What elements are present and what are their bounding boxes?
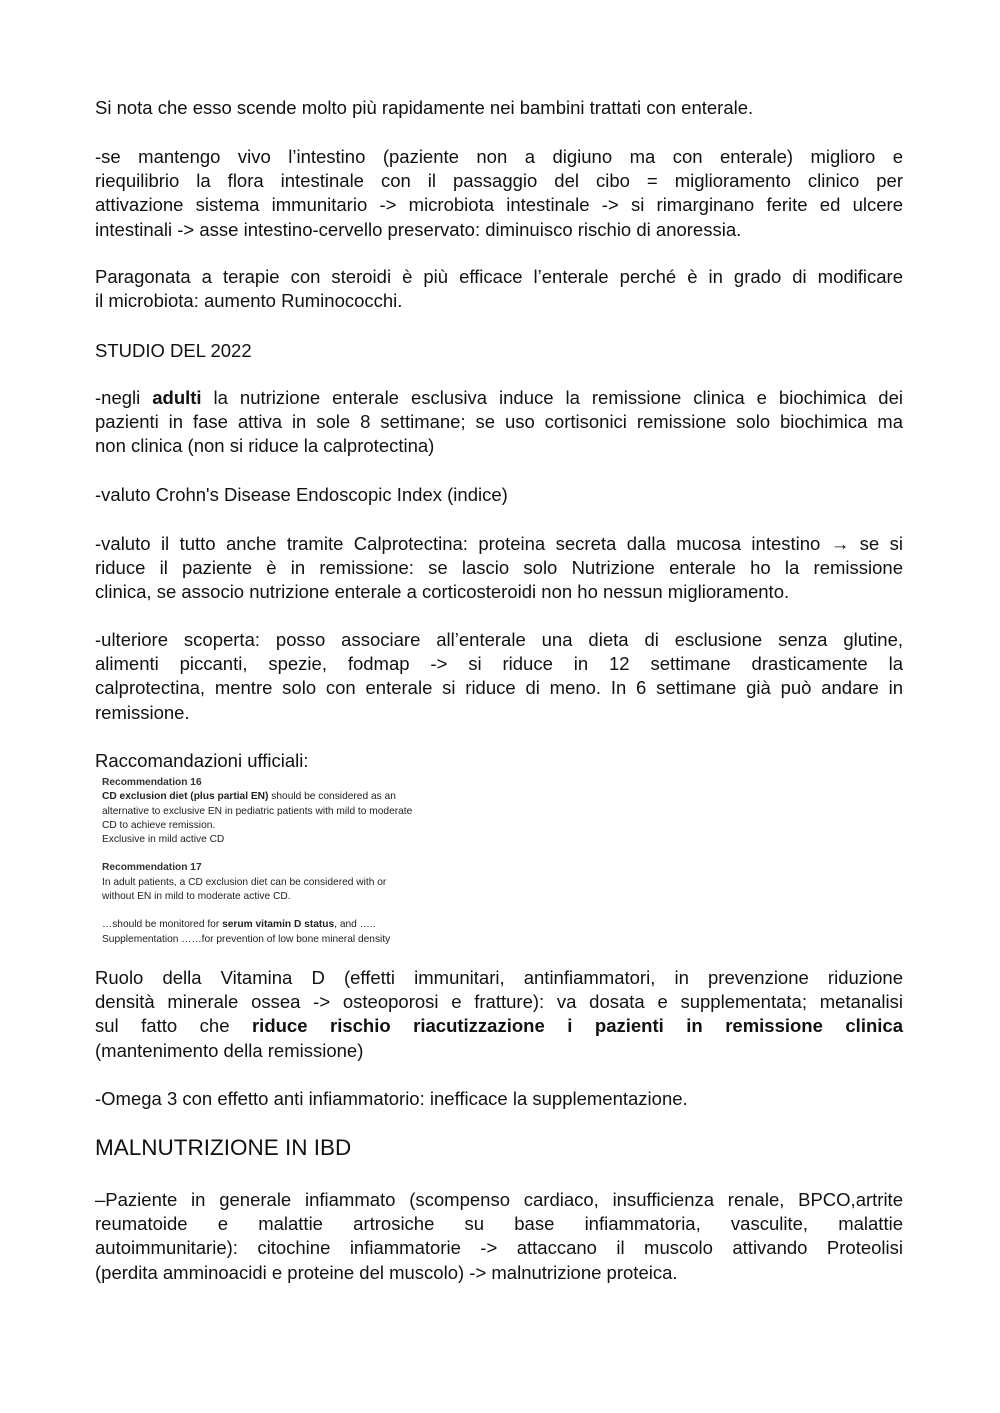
- recommendation-line: In adult patients, a CD exclusion diet can be considered with or: [102, 876, 387, 888]
- recommendation-vitamin-d: [102, 918, 462, 947]
- text-line: riduce il paziente è in remissione: se lascio solo Nutrizione enterale ho la remissione: [95, 557, 903, 579]
- text-line: [95, 1014, 903, 1038]
- text-line: remissione.: [95, 701, 190, 723]
- text-line: [95, 386, 903, 410]
- recommendation-16: [102, 776, 462, 847]
- text-run: -negli: [95, 387, 153, 408]
- recommendation-line: Exclusive in mild active CD: [102, 834, 225, 846]
- text-line: (perdita amminoacidi e proteine del muscolo) -> malnutrizione proteica.: [95, 1261, 678, 1283]
- recommendation-line: alternative to exclusive EN in pediatric patients with mild to moderate: [102, 805, 413, 817]
- section-label-study-2022: [95, 339, 903, 363]
- text-line: Paragonata a terapie con steroidi è più efficace l’enterale perché è in grado di modificare: [95, 266, 903, 287]
- text-line: -ulteriore scoperta: posso associare all’enterale una dieta di esclusione senza glutine,: [95, 629, 903, 650]
- text-line: (mantenimento della remissione): [95, 1039, 364, 1061]
- paragraph-enteral-children: [95, 96, 903, 120]
- recommendation-17: [102, 861, 462, 904]
- paragraph-adults: [95, 386, 903, 459]
- text-line: –Paziente in generale infiammato (scompenso cardiaco, insufficienza renale, BPCO,artrite: [95, 1189, 903, 1210]
- text-line: intestinali -> asse intestino-cervello preservato: diminuisco rischio di anoressia.: [95, 218, 742, 240]
- text-run: …should be monitored for: [102, 919, 223, 931]
- paragraph-calprotectin: [95, 532, 903, 605]
- bold-text: CD exclusion diet (plus partial EN): [102, 791, 269, 803]
- text-line: alimenti piccanti, spezie, fodmap -> si riduce in 12 settimane drasticamente la: [95, 653, 903, 675]
- text-line: Si nota che esso scende molto più rapidamente nei bambini trattati con enterale.: [95, 97, 754, 118]
- bold-text: serum vitamin D status: [222, 919, 335, 931]
- paragraph-cdei: [95, 483, 903, 507]
- recommendation-line: without EN in mild to moderate active CD.: [102, 891, 291, 903]
- recommendation-line: Supplementation ……for prevention of low bone mineral density: [102, 933, 391, 945]
- text-run: la nutrizione enterale esclusiva induce la remissione clinica e biochimica dei: [201, 387, 903, 408]
- bold-text: riduce rischio riacutizzazione i pazienti in remissione clinica: [251, 1015, 903, 1037]
- recommendation-line: [102, 918, 462, 932]
- text-line: densità minerale ossea -> osteoporosi e fratture): va dosata e supplementata; metanalisi: [95, 991, 903, 1013]
- text-line: pazienti in fase attiva in sole 8 settimane; se uso cortisonici remissione solo biochimica ma: [95, 411, 903, 433]
- text-run: sul fatto che: [95, 1015, 252, 1037]
- text-run: , and …..: [334, 919, 376, 931]
- text-line: -se mantengo vivo l’intestino (paziente non a digiuno ma con enterale) miglioro e: [95, 146, 903, 167]
- paragraph-steroids-comparison: [95, 265, 903, 313]
- paragraph-official-recommendations: [95, 749, 903, 773]
- text-line: calprotectina, mentre solo con enterale si riduce di meno. In 6 settimane già può andare in: [95, 677, 903, 699]
- text-line: STUDIO DEL 2022: [95, 340, 252, 361]
- paragraph-omega-3: [95, 1087, 903, 1111]
- text-line: Raccomandazioni ufficiali:: [95, 750, 309, 771]
- text-line: autoimmunitarie): citochine infiammatorie -> attaccano il muscolo attivando Proteolisi: [95, 1237, 903, 1259]
- paragraph-intestine-alive: [95, 145, 903, 242]
- text-line: non clinica (non si riduce la calprotectina): [95, 435, 435, 457]
- recommendation-title: Recommendation 16: [102, 777, 202, 788]
- recommendation-line: CD to achieve remission.: [102, 819, 216, 831]
- text-line: reumatoide e malattie artrosiche su base infiammatoria, vasculite, malattie: [95, 1213, 903, 1235]
- text-line: -valuto Crohn's Disease Endoscopic Index (indice): [95, 484, 508, 505]
- text-run: should be considered as an: [268, 791, 396, 803]
- bold-text: adulti: [152, 387, 202, 408]
- paragraph-exclusion-diet: [95, 628, 903, 725]
- text-line: -Omega 3 con effetto anti infiammatorio: inefficace la supplementazione.: [95, 1088, 688, 1109]
- text-line: clinica, se associo nutrizione enterale a corticosteroidi non ho nessun miglioramento.: [95, 581, 790, 603]
- text-line: riequilibrio la flora intestinale con il passaggio del cibo = miglioramento clinico per: [95, 170, 903, 192]
- section-heading-malnutrition: MALNUTRIZIONE IN IBD: [95, 1135, 352, 1160]
- text-line: attivazione sistema immunitario -> microbiota intestinale -> si rimarginano ferite ed ulcere: [95, 194, 903, 216]
- text-line: -valuto il tutto anche tramite Calprotectina: proteina secreta dalla mucosa intestino → se si: [95, 533, 903, 554]
- text-line: Ruolo della Vitamina D (effetti immunitari, antinfiammatori, in prevenzione riduzione: [95, 967, 903, 988]
- recommendations-excerpt-image: [102, 776, 462, 947]
- paragraph-inflamed-patient: [95, 1188, 903, 1285]
- recommendation-line: [102, 790, 462, 804]
- paragraph-vitamin-d: [95, 966, 903, 1063]
- recommendation-title: Recommendation 17: [102, 862, 202, 874]
- text-line: il microbiota: aumento Ruminococchi.: [95, 290, 403, 312]
